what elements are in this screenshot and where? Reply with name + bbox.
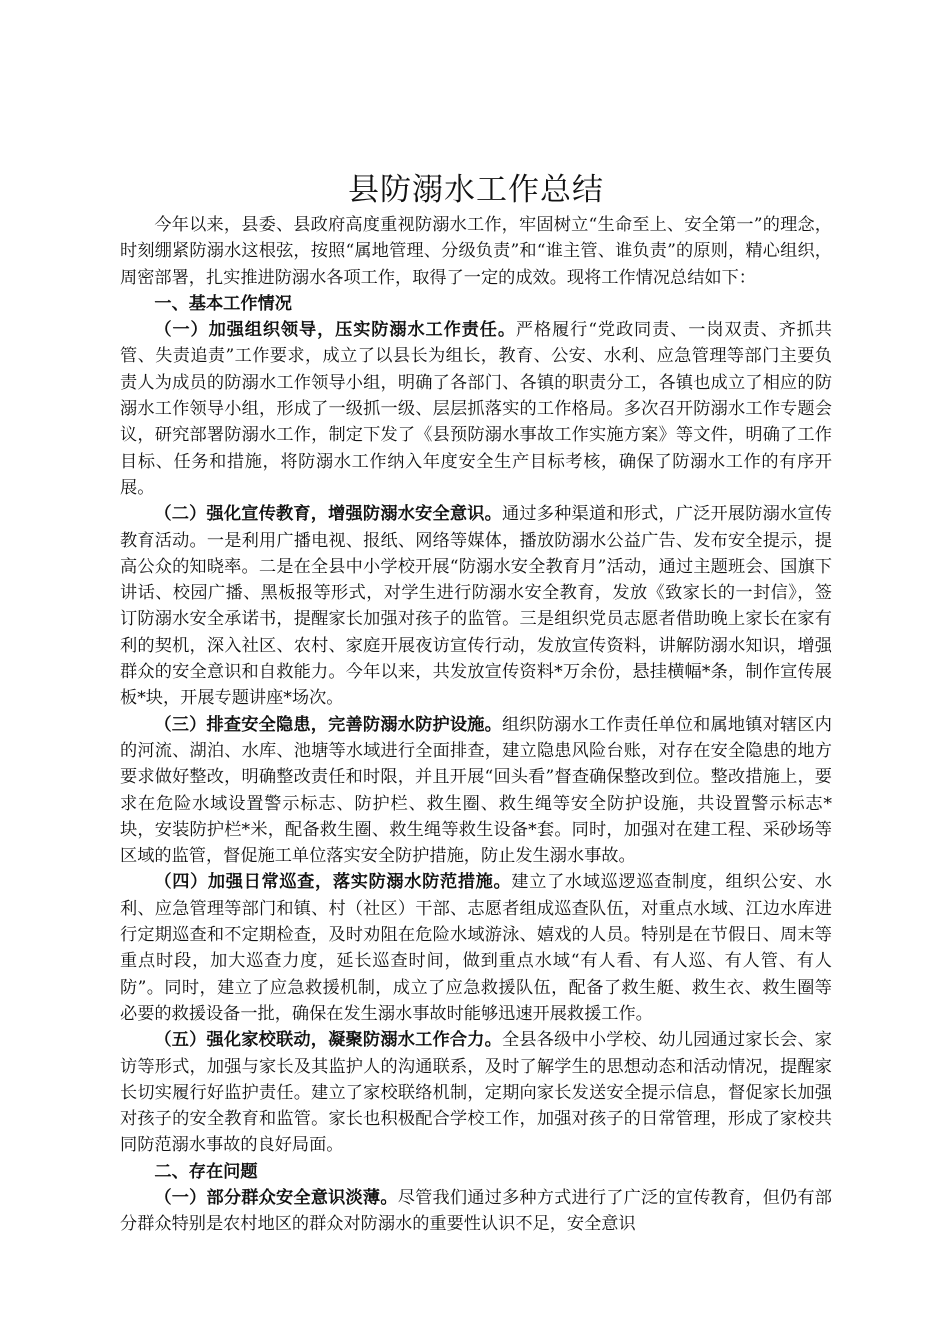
item-body: 通过多种渠道和形式，广泛开展防溺水宣传教育活动。一是利用广播电视、报纸、网络等媒体，播放防溺水公益广告、发布安全提示，提高公众的知晓率。二是在全县中小学校开展“防溺水安全教育月”活动，通过主题班会、国旗下讲话、校园广播、黑板报等形式，对学生进行防溺水安全教育，发放《致家长的一封信》，签订防溺水安全承诺书，提醒家长加强对孩子的监管。三是组织党员志愿者借助晚上家长在家有利的契机，深入社区、农村、家庭开展夜访宣传行动，发放宣传资料，讲解防溺水知识，增强群众的安全意识和自救能力。今年以来，共发放宣传资料*万余份，悬挂横幅*条，制作宣传展板*块，开展专题讲座*场次。 xyxy=(120,504,832,709)
item-lead: （二）强化宣传教育，增强防溺水安全意识。 xyxy=(154,504,502,525)
item-lead: （四）加强日常巡查，落实防溺水防范措施。 xyxy=(154,872,512,893)
section-heading-basic-work: 一、基本工作情况 xyxy=(154,293,292,314)
item-lead: （三）排查安全隐患，完善防溺水防护设施。 xyxy=(154,714,502,735)
item-home-school-linkage xyxy=(120,1027,832,1158)
item-body: 全县各级中小学校、幼儿园通过家长会、家访等形式，加强与家长及其监护人的沟通联系，及时了解学生的思想动态和活动情况，提醒家长切实履行好监护责任。建立了家校联络机制，定期向家长发送安全提示信息，督促家长加强对孩子的安全教育和监管。家长也积极配合学校工作，加强对孩子的日常管理，形成了家校共同防范溺水事故的良好局面。 xyxy=(120,1030,832,1156)
item-hazard-inspection xyxy=(120,712,832,870)
item-daily-patrol xyxy=(120,869,832,1027)
item-weak-safety-awareness xyxy=(120,1185,832,1238)
section-heading-existing-problems: 二、存在问题 xyxy=(154,1161,258,1182)
item-lead: （一）加强组织领导，压实防溺水工作责任。 xyxy=(154,320,516,341)
document-title: 县防溺水工作总结 xyxy=(348,172,604,208)
item-body: 严格履行“党政同责、一岗双责、齐抓共管、失责追责”工作要求，成立了以县长为组长，教育、公安、水利、应急管理等部门主要负责人为成员的防溺水工作领导小组，明确了各部门、各镇的职责分工，各镇也成立了相应的防溺水工作领导小组，形成了一级抓一级、层层抓落实的工作格局。多次召开防溺水工作专题会议，研究部署防溺水工作，制定下发了《县预防溺水事故工作实施方案》等文件，明确了工作目标、任务和措施，将防溺水工作纳入年度安全生产目标考核，确保了防溺水工作的有序开展。 xyxy=(120,320,832,498)
item-publicity-education xyxy=(120,501,832,711)
item-lead: （五）强化家校联动，凝聚防溺水工作合力。 xyxy=(154,1030,502,1051)
item-body: 尽管我们通过多种方式进行了广泛的宣传教育，但仍有部分群众特别是农村地区的群众对防溺水的重要性认识不足，安全意识 xyxy=(120,1187,832,1235)
item-lead: （一）部分群众安全意识淡薄。 xyxy=(154,1187,398,1208)
item-body: 建立了水域巡逻巡查制度，组织公安、水利、应急管理等部门和镇、村（社区）干部、志愿者组成巡查队伍，对重点水域、江边水库进行定期巡查和不定期检查，及时劝阻在危险水域游泳、嬉戏的人员。特别是在节假日、周末等重点时段，加大巡查力度，延长巡查时间，做到重点水域“有人看、有人巡、有人管、有人防”。同时，建立了应急救援机制，成立了应急救援队伍，配备了救生艇、救生衣、救生圈等必要的救援设备一批，确保在发生溺水事故时能够迅速开展救援工作。 xyxy=(120,872,832,1024)
item-body: 组织防溺水工作责任单位和属地镇对辖区内的河流、湖泊、水库、池塘等水域进行全面排查，建立隐患风险台账，对存在安全隐患的地方要求做好整改，明确整改责任和时限，并且开展“回头看”督查确保整改到位。整改措施上，要求在危险水域设置警示标志、防护栏、救生圈、救生绳等安全防护设施，共设置警示标志*块，安装防护栏*米，配备救生圈、救生绳等救生设备*套。同时，加强对在建工程、采砂场等区域的监管，督促施工单位落实安全防护措施，防止发生溺水事故。 xyxy=(120,714,832,867)
document-page xyxy=(120,168,832,1238)
intro-paragraph: 今年以来，县委、县政府高度重视防溺水工作，牢固树立“生命至上、安全第一”的理念，时刻绷紧防溺水这根弦，按照“属地管理、分级负责”和“谁主管、谁负责”的原则，精心组织，周密部署，扎实推进防溺水各项工作，取得了一定的成效。现将工作情况总结如下： xyxy=(120,215,832,288)
item-organization-leadership xyxy=(120,317,832,501)
